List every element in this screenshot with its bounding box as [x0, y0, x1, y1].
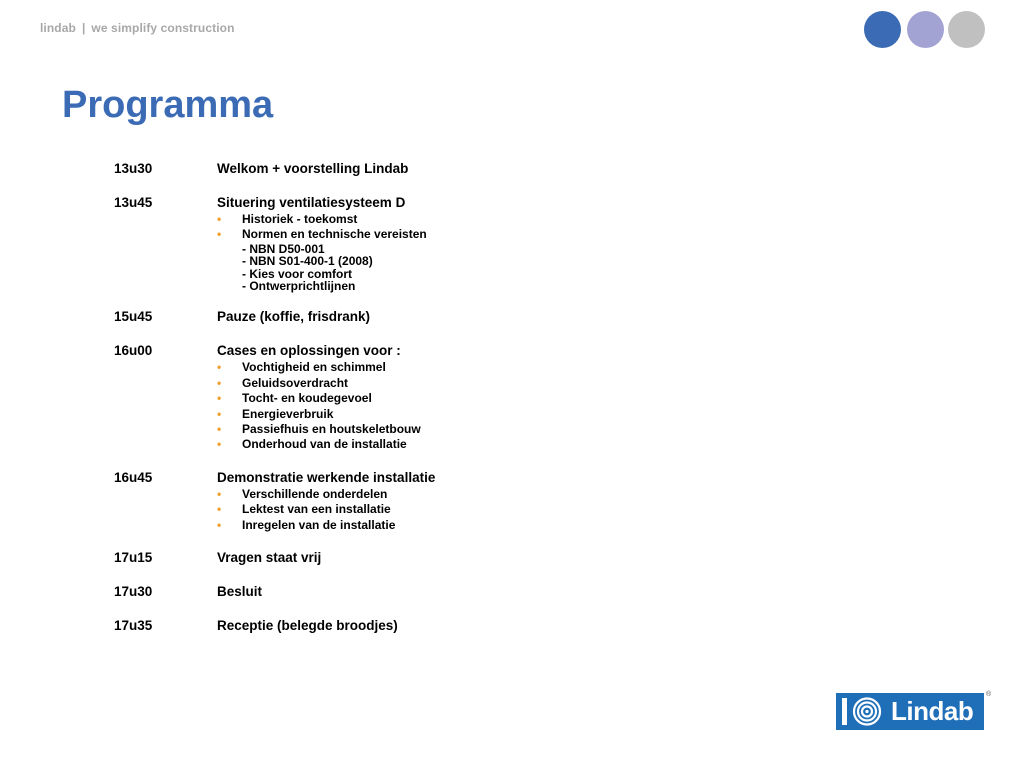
entry-time: 13u45 [114, 195, 153, 210]
entry-time: 17u30 [114, 584, 153, 600]
entry-time: 16u00 [114, 343, 153, 359]
entry-heading: Besluit [217, 584, 263, 600]
list-item-label: Geluidsoverdracht [242, 375, 349, 390]
list-item [217, 407, 674, 422]
logo-wordmark: Lindab [891, 696, 974, 726]
list-item [217, 376, 674, 391]
program-entry [114, 342, 674, 452]
lilac-circle-icon [907, 11, 944, 48]
list-item-label: Inregelen van de installatie [242, 517, 396, 532]
program-entry [114, 583, 674, 601]
list-item-label: Historiek - toekomst [242, 212, 358, 226]
entry-time: 16u45 [114, 469, 153, 485]
entry-heading: Welkom + voorstelling Lindab [217, 161, 409, 176]
bullet-list [217, 360, 674, 452]
list-item [217, 360, 674, 375]
list-item [217, 422, 674, 437]
entry-time: 13u30 [114, 161, 153, 176]
program-entry [114, 469, 674, 533]
list-item [217, 487, 674, 502]
bullet-icon: • [217, 212, 222, 226]
list-item [217, 502, 674, 517]
entry-time: 15u45 [114, 309, 153, 325]
entry-heading: Vragen staat vrij [217, 550, 322, 566]
list-item [217, 437, 674, 452]
list-item [217, 212, 674, 227]
bullet-icon: • [217, 437, 222, 452]
entry-heading: Situering ventilatiesysteem D [217, 195, 406, 210]
blue-circle-icon [864, 11, 901, 48]
page-title: Programma [62, 84, 274, 126]
sub-item: - NBN D50-001 [242, 241, 325, 256]
lindab-logo [836, 691, 992, 730]
tagline-separator: | [81, 21, 86, 35]
list-item [217, 518, 674, 533]
sub-item: - Ontwerprichtlijnen [242, 279, 356, 294]
entry-heading: Demonstratie werkende installatie [217, 469, 436, 485]
lindab-logo-icon [836, 693, 888, 730]
list-item-label: Energieverbruik [242, 406, 334, 421]
bullet-icon: • [217, 486, 222, 501]
list-item-label: Lektest van een installatie [242, 502, 391, 517]
program-entry [114, 617, 674, 635]
entry-heading: Pauze (koffie, frisdrank) [217, 309, 371, 325]
bullet-icon: • [217, 391, 222, 406]
program-entry [114, 549, 674, 567]
entry-heading: Receptie (belegde broodjes) [217, 618, 398, 634]
list-item-label: Vochtigheid en schimmel [242, 360, 386, 375]
registered-mark: ® [986, 691, 992, 698]
program-entry [114, 308, 674, 326]
list-item [217, 227, 674, 292]
bullet-icon: • [217, 422, 222, 437]
brand-name: lindab [40, 21, 76, 35]
bullet-icon: • [217, 406, 222, 421]
entry-time: 17u15 [114, 550, 153, 566]
bullet-icon: • [217, 227, 222, 242]
list-item-label: Onderhoud van de installatie [242, 437, 407, 452]
decorative-circles [864, 11, 988, 49]
list-item-label: Tocht- en koudegevoel [242, 391, 372, 406]
bullet-list [217, 212, 674, 292]
grey-circle-icon [948, 11, 985, 48]
bullet-icon: • [217, 375, 222, 390]
program-entry [114, 160, 674, 178]
entry-time: 17u35 [114, 618, 153, 634]
list-item-label: Verschillende onderdelen [242, 486, 388, 501]
list-item [217, 391, 674, 406]
slogan: we simplify construction [91, 21, 235, 35]
bullet-icon: • [217, 517, 222, 532]
program-list [114, 160, 674, 651]
bullet-list [217, 487, 674, 533]
program-entry [114, 194, 674, 292]
list-item-label: Passiefhuis en houtskeletbouw [242, 422, 421, 437]
sub-item: - Kies voor comfort [242, 266, 353, 281]
bullet-icon: • [217, 360, 222, 375]
entry-heading: Cases en oplossingen voor : [217, 343, 401, 359]
header-tagline [40, 21, 235, 35]
bullet-icon: • [217, 502, 222, 517]
sub-item: - NBN S01-400-1 (2008) [242, 254, 373, 269]
list-item-label: Normen en technische vereisten [242, 227, 427, 242]
